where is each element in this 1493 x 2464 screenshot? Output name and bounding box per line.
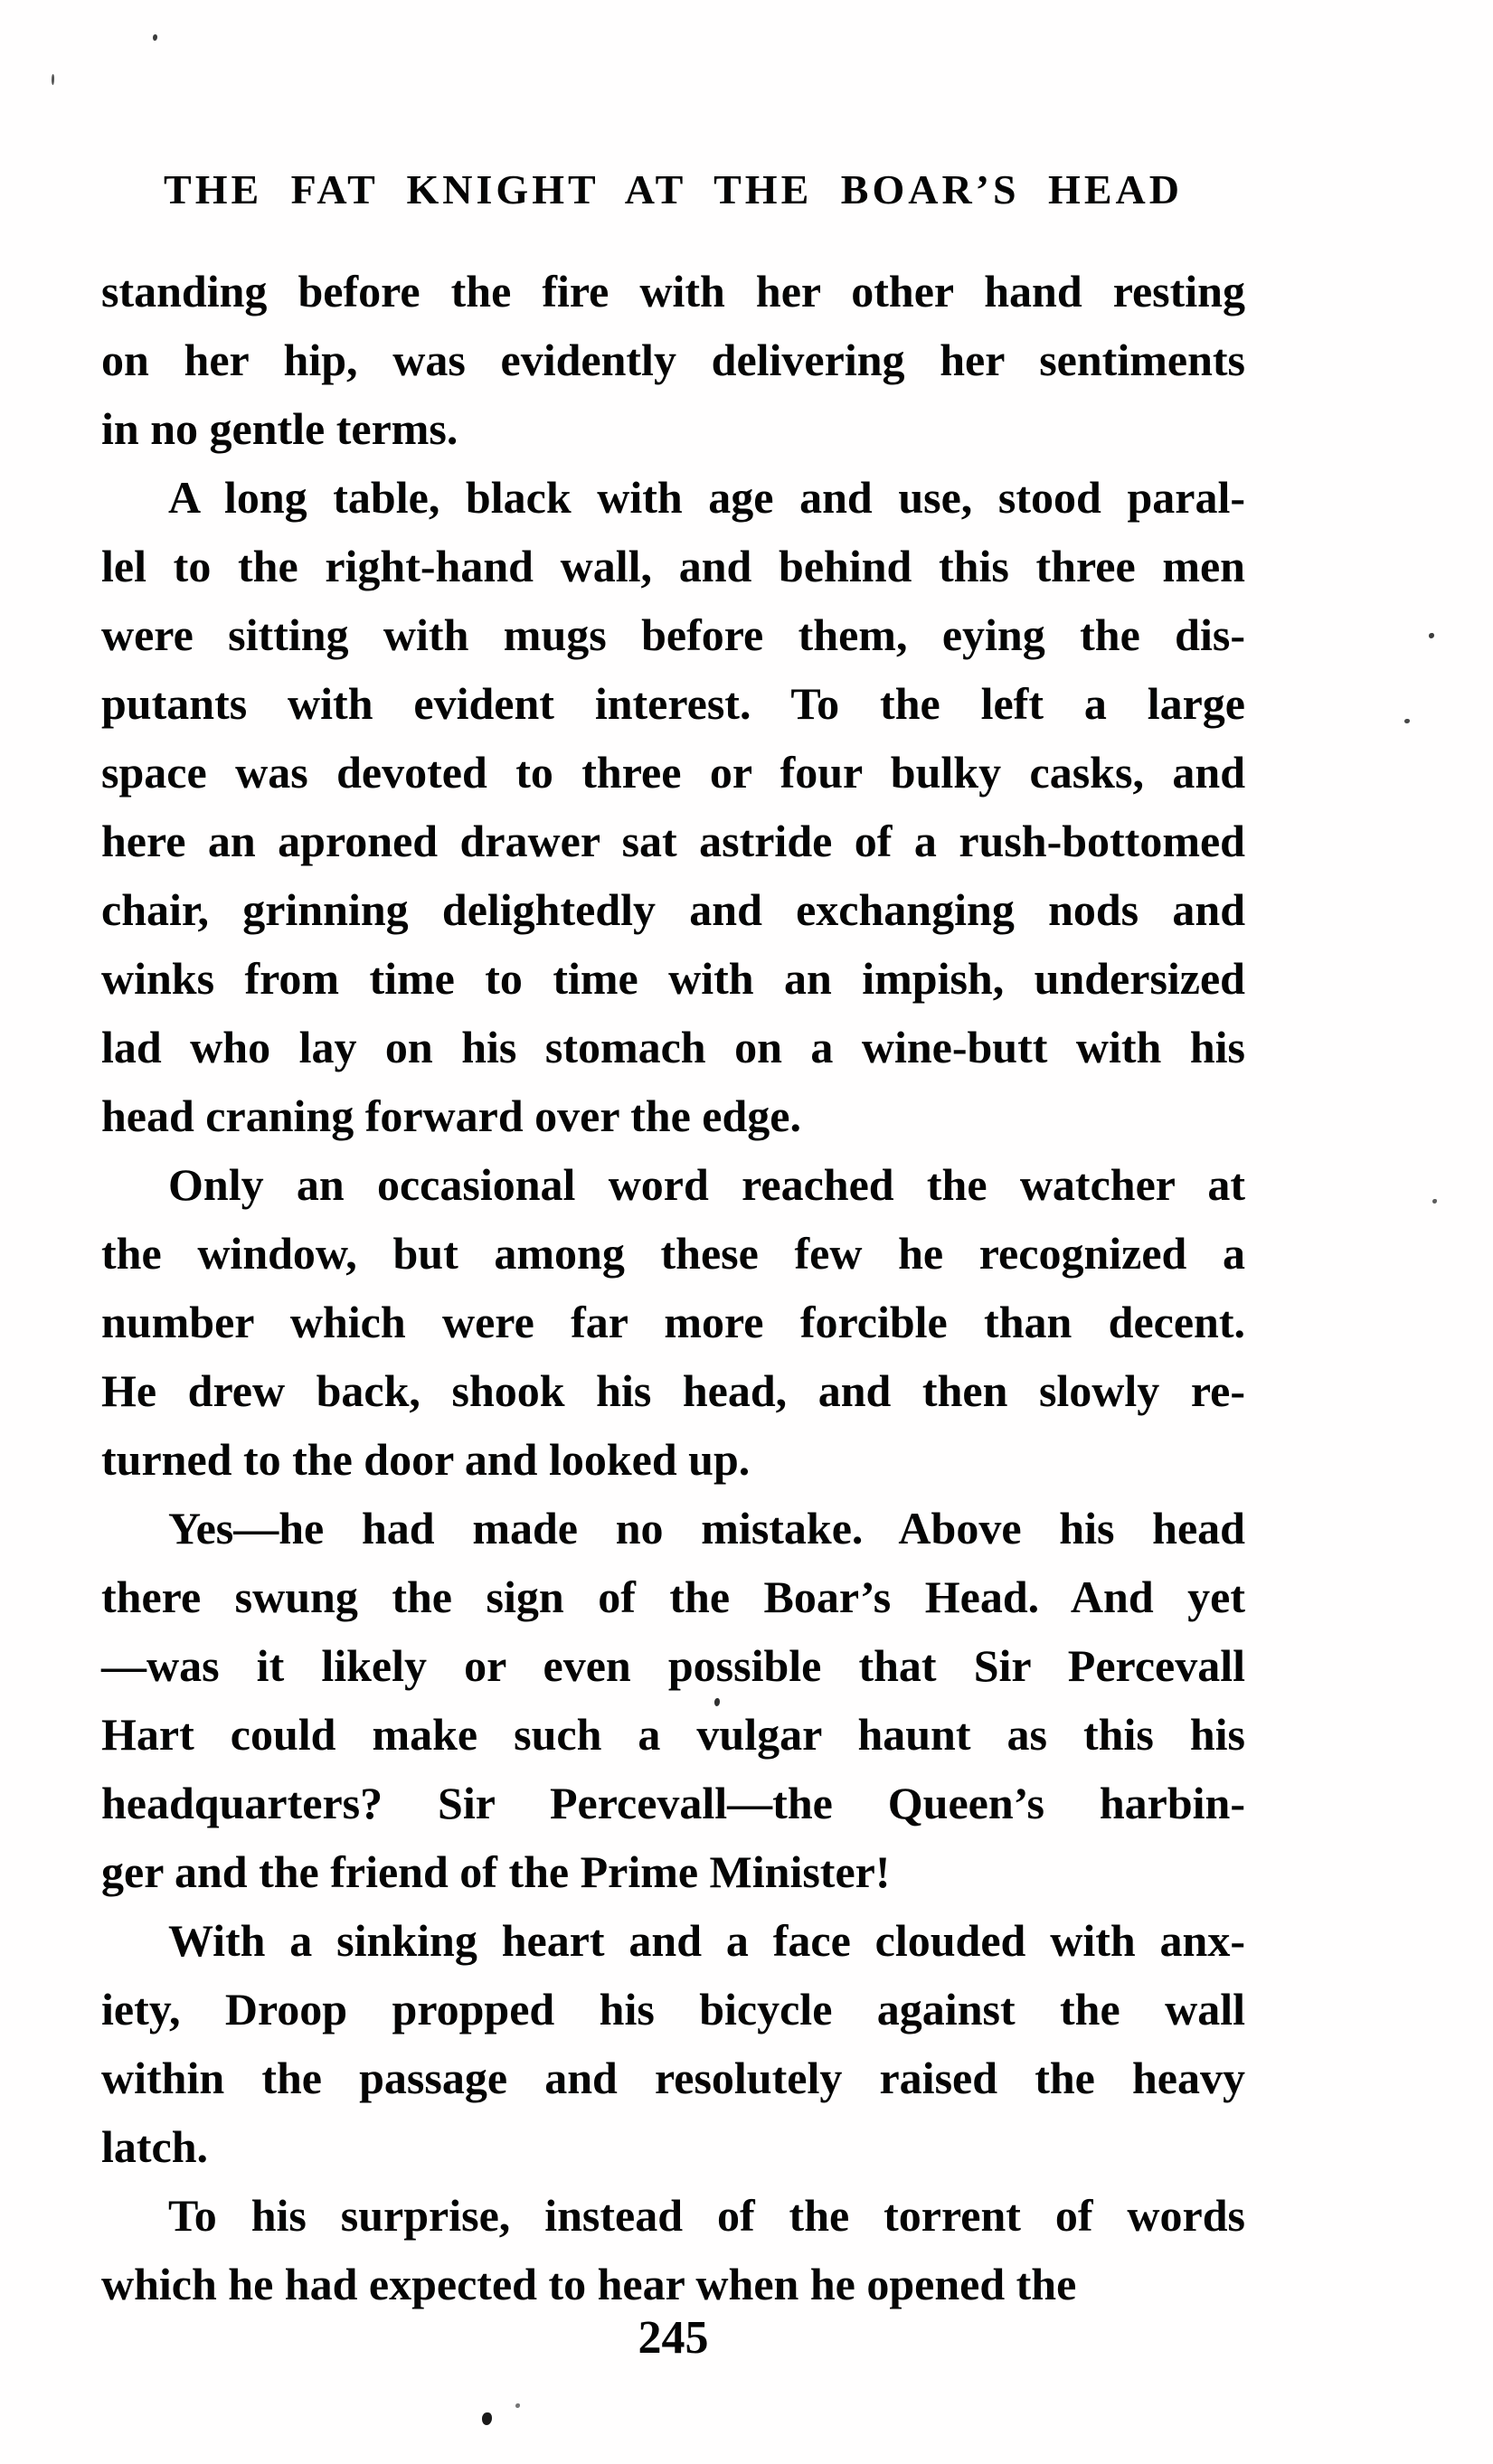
text-line: which he had expected to hear when he opened the — [101, 2259, 1077, 2309]
scan-speck — [1432, 1199, 1437, 1204]
text-line: He drew back, shook his head, and then slowly re- — [101, 1365, 1245, 1416]
text-line: winks from time to time with an impish, undersized — [101, 953, 1245, 1004]
scan-speck — [515, 2403, 520, 2408]
scan-speck — [1404, 719, 1410, 723]
scan-speck — [482, 2412, 492, 2425]
text-line: headquarters? Sir Percevall—the Queen’s harbin- — [101, 1778, 1245, 1828]
scan-speck — [1429, 633, 1434, 638]
text-line: the window, but among these few he recognized a — [101, 1228, 1245, 1279]
text-line: there swung the sign of the Boar’s Head. And yet — [101, 1572, 1245, 1622]
text-line: on her hip, was evidently delivering her sentiments — [101, 335, 1245, 385]
text-line: ger and the friend of the Prime Minister! — [101, 1846, 891, 1897]
text-line: Yes—he had made no mistake. Above his head — [168, 1503, 1245, 1553]
page-number: 245 — [638, 2312, 709, 2364]
text-line: To his surprise, instead of the torrent of words — [168, 2190, 1245, 2241]
text-line: standing before the fire with her other hand resting — [101, 266, 1245, 316]
text-line: Only an occasional word reached the watcher at — [168, 1159, 1245, 1210]
text-line: With a sinking heart and a face clouded with anx- — [168, 1915, 1245, 1966]
running-header: THE FAT KNIGHT AT THE BOAR’S HEAD — [164, 166, 1183, 212]
text-line: latch. — [101, 2121, 209, 2172]
text-line: lad who lay on his stomach on a wine-butt with his — [101, 1022, 1245, 1072]
scan-speck — [52, 74, 54, 85]
scan-speck — [153, 34, 157, 41]
text-line: lel to the right-hand wall, and behind this three men — [101, 541, 1245, 591]
text-line: number which were far more forcible than decent. — [101, 1297, 1245, 1347]
text-line: in no gentle terms. — [101, 403, 458, 454]
text-line: were sitting with mugs before them, eying the dis- — [101, 609, 1245, 660]
text-line: head craning forward over the edge. — [101, 1090, 801, 1141]
text-line: chair, grinning delightedly and exchanging nods and — [101, 884, 1245, 935]
text-line: putants with evident interest. To the left a large — [101, 678, 1245, 729]
text-line: Hart could make such a vulgar haunt as this his — [101, 1709, 1245, 1760]
text-line: space was devoted to three or four bulky casks, and — [101, 747, 1245, 798]
text-line: A long table, black with age and use, stood paral- — [168, 472, 1245, 523]
text-line: here an aproned drawer sat astride of a rush-bottomed — [101, 816, 1245, 866]
text-line: within the passage and resolutely raised the heavy — [101, 2053, 1245, 2103]
text-line: iety, Droop propped his bicycle against the wall — [101, 1984, 1245, 2034]
text-line: turned to the door and looked up. — [101, 1434, 751, 1485]
text-line: —was it likely or even possible that Sir Percevall — [101, 1640, 1245, 1691]
text-block — [101, 257, 1245, 2318]
